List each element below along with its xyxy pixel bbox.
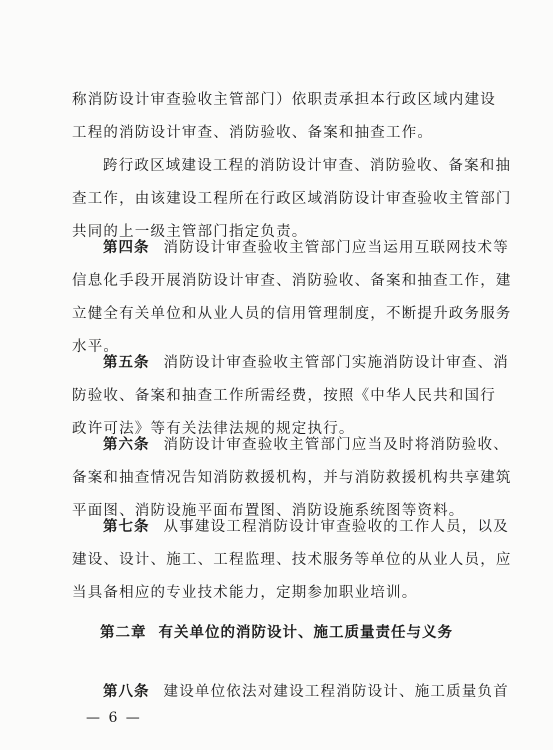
text-line: 水平。 bbox=[72, 339, 120, 355]
text-line bbox=[72, 232, 509, 265]
text-line: 防验收、备案和抽查工作所需经费，按照《中华人民共和国行 bbox=[72, 388, 496, 404]
article-label: 第七条 bbox=[103, 519, 150, 535]
text-line: 共同的上一级主管部门指定负责。 bbox=[72, 224, 308, 240]
article-text: 从事建设工程消防设计审查验收的工作人员，以及 bbox=[163, 519, 509, 535]
article-label: 第六条 bbox=[103, 437, 150, 453]
article-label: 第四条 bbox=[103, 240, 150, 256]
article-label: 第五条 bbox=[103, 355, 150, 371]
article-4 bbox=[72, 232, 512, 364]
text-line: 立健全有关单位和从业人员的信用管理制度，不断提升政务服务 bbox=[72, 306, 512, 322]
text-line: 建设、设计、施工、工程监理、技术服务等单位的从业人员，应 bbox=[72, 552, 512, 568]
article-text: 消防设计审查验收主管部门实施消防设计审查、消 bbox=[163, 355, 509, 371]
chapter-title: 有关单位的消防设计、施工质量责任与义务 bbox=[158, 625, 453, 641]
text-line: 工程的消防设计审查、消防验收、备案和抽查工作。 bbox=[72, 125, 434, 141]
text-line: 查工作，由该建设工程所在行政区域消防设计审查验收主管部门 bbox=[72, 191, 512, 207]
article-text: 消防设计审查验收主管部门应当及时将消防验收、 bbox=[163, 437, 509, 453]
text-line: 备案和抽查情况告知消防救援机构，并与消防救援机构共享建筑 bbox=[72, 470, 512, 486]
text-line: 信息化手段开展消防设计审查、消防验收、备案和抽查工作，建 bbox=[72, 273, 512, 289]
text-line: 跨行政区域建设工程的消防设计审查、消防验收、备案和抽 bbox=[103, 158, 512, 174]
text-line bbox=[72, 676, 509, 709]
chapter-heading bbox=[0, 621, 553, 642]
article-7 bbox=[72, 511, 512, 610]
chapter-number: 第二章 bbox=[100, 625, 147, 641]
article-label: 第八条 bbox=[103, 684, 150, 700]
text-line: 称消防设计审查验收主管部门）依职责承担本行政区域内建设 bbox=[72, 92, 496, 108]
text-line bbox=[72, 511, 509, 544]
text-line bbox=[72, 429, 509, 462]
text-line: 平面图、消防设施平面布置图、消防设施系统图等资料。 bbox=[72, 503, 465, 519]
text-line bbox=[72, 347, 509, 380]
text-line: 当具备相应的专业技术能力，定期参加职业培训。 bbox=[72, 585, 418, 601]
article-8 bbox=[72, 676, 509, 709]
article-text: 建设单位依法对建设工程消防设计、施工质量负首 bbox=[163, 684, 509, 700]
text-line: 政许可法》等有关法律法规的规定执行。 bbox=[72, 421, 355, 437]
article-text: 消防设计审查验收主管部门应当运用互联网技术等 bbox=[163, 240, 509, 256]
paragraph-continuation bbox=[72, 84, 496, 150]
page-number: — 6 — bbox=[86, 710, 142, 726]
